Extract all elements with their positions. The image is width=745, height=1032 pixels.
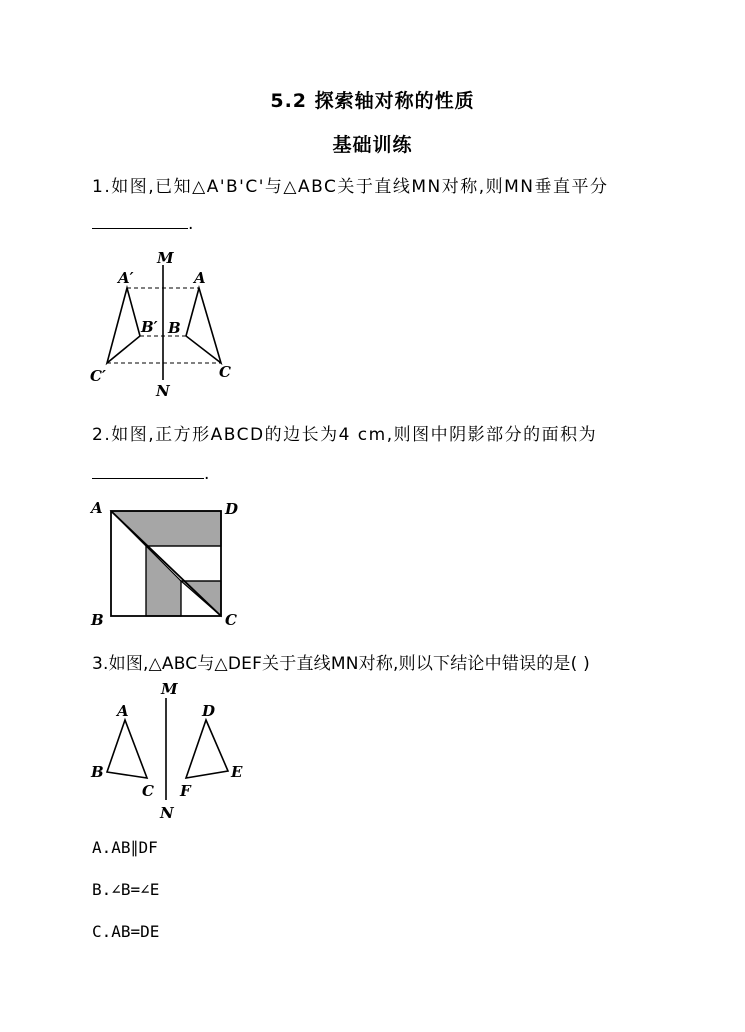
label-d: D xyxy=(225,500,239,518)
triangle-a1b1c1 xyxy=(107,288,140,363)
shade-left-strip xyxy=(146,546,181,616)
triangle-def xyxy=(186,720,228,778)
label-n: N xyxy=(160,804,174,822)
shade-top-strip xyxy=(111,511,221,546)
question-3-figure xyxy=(85,680,265,825)
label-a-prime: A′ xyxy=(118,269,134,287)
triangle-abc xyxy=(107,720,147,778)
label-m: M xyxy=(157,249,174,267)
question-3-text: 3.如图,△ABC与△DEF关于直线MN对称,则以下结论中错误的是( ) xyxy=(92,654,590,674)
label-a: A xyxy=(117,702,129,720)
label-a: A xyxy=(91,499,103,517)
label-b: B xyxy=(91,611,104,629)
question-2-figure xyxy=(85,495,255,635)
label-f: F xyxy=(180,782,191,800)
section-subtitle: 基础训练 xyxy=(332,134,413,156)
question-2-answer-blank xyxy=(92,464,211,484)
label-b: B xyxy=(168,319,181,337)
label-c-prime: C′ xyxy=(90,367,106,385)
label-b-prime: B′ xyxy=(141,318,158,336)
question-1-figure xyxy=(80,245,260,405)
question-2-text: 2.如图,正方形ABCD的边长为4 cm,则图中阴影部分的面积为 xyxy=(92,425,598,445)
label-c: C xyxy=(142,782,154,800)
page-title: 5.2 探索轴对称的性质 xyxy=(270,90,475,112)
question-3-option-c[interactable]: C.AB=DE xyxy=(92,922,160,941)
label-n: N xyxy=(156,382,170,400)
label-e: E xyxy=(231,763,243,781)
label-m: M xyxy=(161,680,178,698)
question-3-option-a[interactable]: A.AB∥DF xyxy=(92,838,158,857)
question-3-option-b[interactable]: B.∠B=∠E xyxy=(92,880,160,899)
question-1-answer-blank xyxy=(92,214,195,234)
question-2-period: . xyxy=(204,464,211,484)
label-c: C xyxy=(219,363,231,381)
question-1-text: 1.如图,已知△A'B'C'与△ABC关于直线MN对称,则MN垂直平分 xyxy=(92,177,609,197)
label-d: D xyxy=(202,702,216,720)
label-a: A xyxy=(194,269,206,287)
triangle-abc xyxy=(186,288,221,363)
question-1-period: . xyxy=(188,214,195,234)
label-c: C xyxy=(225,611,237,629)
label-b: B xyxy=(91,763,104,781)
